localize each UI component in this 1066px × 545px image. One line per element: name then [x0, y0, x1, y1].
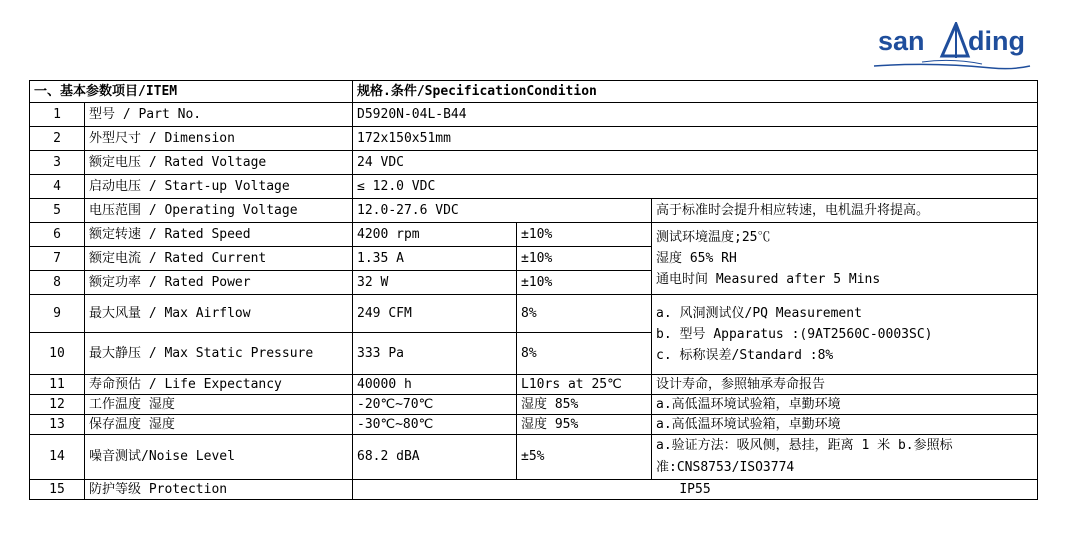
table-row	[30, 375, 1038, 395]
condition-line: 测试环境温度;25℃	[656, 230, 771, 245]
table-row	[30, 199, 1038, 223]
row-number: 14	[30, 435, 85, 480]
measurement-note	[652, 295, 1038, 375]
row-tolerance: 湿度 85%	[517, 395, 652, 415]
row-value: 249 CFM	[353, 295, 517, 333]
row-item: 寿命预估 / Life Expectancy	[85, 375, 353, 395]
row-number: 3	[30, 151, 85, 175]
row-value: -20℃~70℃	[353, 395, 517, 415]
table-row	[30, 103, 1038, 127]
row-note: a.高低温环境试验箱，卓勤环境	[652, 415, 1038, 435]
test-condition-note	[652, 223, 1038, 295]
row-item: 外型尺寸 / Dimension	[85, 127, 353, 151]
condition-line: b. 型号 Apparatus :(9AT2560C-0003SC)	[656, 327, 933, 342]
condition-line: a. 风洞测试仪/PQ Measurement	[656, 306, 862, 321]
row-note: 设计寿命，参照轴承寿命报告	[652, 375, 1038, 395]
row-value: 1.35 A	[353, 247, 517, 271]
row-number: 10	[30, 333, 85, 375]
table-row	[30, 415, 1038, 435]
row-value: 172x150x51mm	[353, 127, 1038, 151]
row-item: 工作温度 湿度	[85, 395, 353, 415]
row-number: 12	[30, 395, 85, 415]
table-row	[30, 223, 1038, 247]
table-row	[30, 175, 1038, 199]
row-note	[652, 435, 1038, 480]
row-tolerance: 8%	[517, 333, 652, 375]
table-row	[30, 151, 1038, 175]
row-number: 4	[30, 175, 85, 199]
row-number: 9	[30, 295, 85, 333]
row-value: ≤ 12.0 VDC	[353, 175, 1038, 199]
row-item: 启动电压 / Start-up Voltage	[85, 175, 353, 199]
row-note: 高于标准时会提升相应转速，电机温升将提高。	[652, 199, 1038, 223]
row-value: 24 VDC	[353, 151, 1038, 175]
row-value: 4200 rpm	[353, 223, 517, 247]
row-item: 最大风量 / Max Airflow	[85, 295, 353, 333]
row-tolerance: ±10%	[517, 271, 652, 295]
row-tolerance: ±10%	[517, 247, 652, 271]
row-number: 7	[30, 247, 85, 271]
row-number: 15	[30, 480, 85, 500]
table-row	[30, 295, 1038, 333]
row-number: 8	[30, 271, 85, 295]
row-item: 防护等级 Protection	[85, 480, 353, 500]
note-line: a.验证方法：吸风侧，悬挂，距离 1 米 b.参照标	[656, 438, 953, 453]
table-row	[30, 480, 1038, 500]
row-value: D5920N-04L-B44	[353, 103, 1038, 127]
row-item: 噪音测试/Noise Level	[85, 435, 353, 480]
condition-line: c. 标称误差/Standard :8%	[656, 348, 834, 363]
row-tolerance: ±10%	[517, 223, 652, 247]
row-item: 额定电压 / Rated Voltage	[85, 151, 353, 175]
row-item: 保存温度 湿度	[85, 415, 353, 435]
row-item: 最大静压 / Max Static Pressure	[85, 333, 353, 375]
note-line: 准:CNS8753/ISO3774	[656, 460, 795, 475]
row-tolerance: ±5%	[517, 435, 652, 480]
row-value: IP55	[353, 480, 1038, 500]
row-number: 6	[30, 223, 85, 247]
header-item: 一、基本参数项目/ITEM	[30, 81, 353, 103]
row-value: 68.2 dBA	[353, 435, 517, 480]
condition-line: 湿度 65% RH	[656, 251, 737, 266]
table-row	[30, 127, 1038, 151]
table-row	[30, 435, 1038, 480]
row-number: 5	[30, 199, 85, 223]
table-header-row	[30, 81, 1038, 103]
row-tolerance: 8%	[517, 295, 652, 333]
row-value: -30℃~80℃	[353, 415, 517, 435]
row-number: 11	[30, 375, 85, 395]
logo-text-ding: ding	[968, 26, 1025, 56]
condition-line: 通电时间 Measured after 5 Mins	[656, 272, 881, 287]
row-number: 1	[30, 103, 85, 127]
row-item: 电压范围 / Operating Voltage	[85, 199, 353, 223]
table-row	[30, 395, 1038, 415]
row-item: 额定电流 / Rated Current	[85, 247, 353, 271]
row-item: 额定转速 / Rated Speed	[85, 223, 353, 247]
header-spec: 规格.条件/SpecificationCondition	[353, 81, 1038, 103]
row-item: 型号 / Part No.	[85, 103, 353, 127]
row-tolerance: L10rs at 25℃	[517, 375, 652, 395]
row-note: a.高低温环境试验箱，卓勤环境	[652, 395, 1038, 415]
row-value: 12.0-27.6 VDC	[353, 199, 652, 223]
company-logo	[872, 22, 1032, 74]
row-value: 40000 h	[353, 375, 517, 395]
logo-text-san: san	[878, 26, 925, 56]
row-tolerance: 湿度 95%	[517, 415, 652, 435]
row-item: 额定功率 / Rated Power	[85, 271, 353, 295]
row-value: 32 W	[353, 271, 517, 295]
row-value: 333 Pa	[353, 333, 517, 375]
row-number: 2	[30, 127, 85, 151]
row-number: 13	[30, 415, 85, 435]
spec-table	[29, 80, 1038, 500]
